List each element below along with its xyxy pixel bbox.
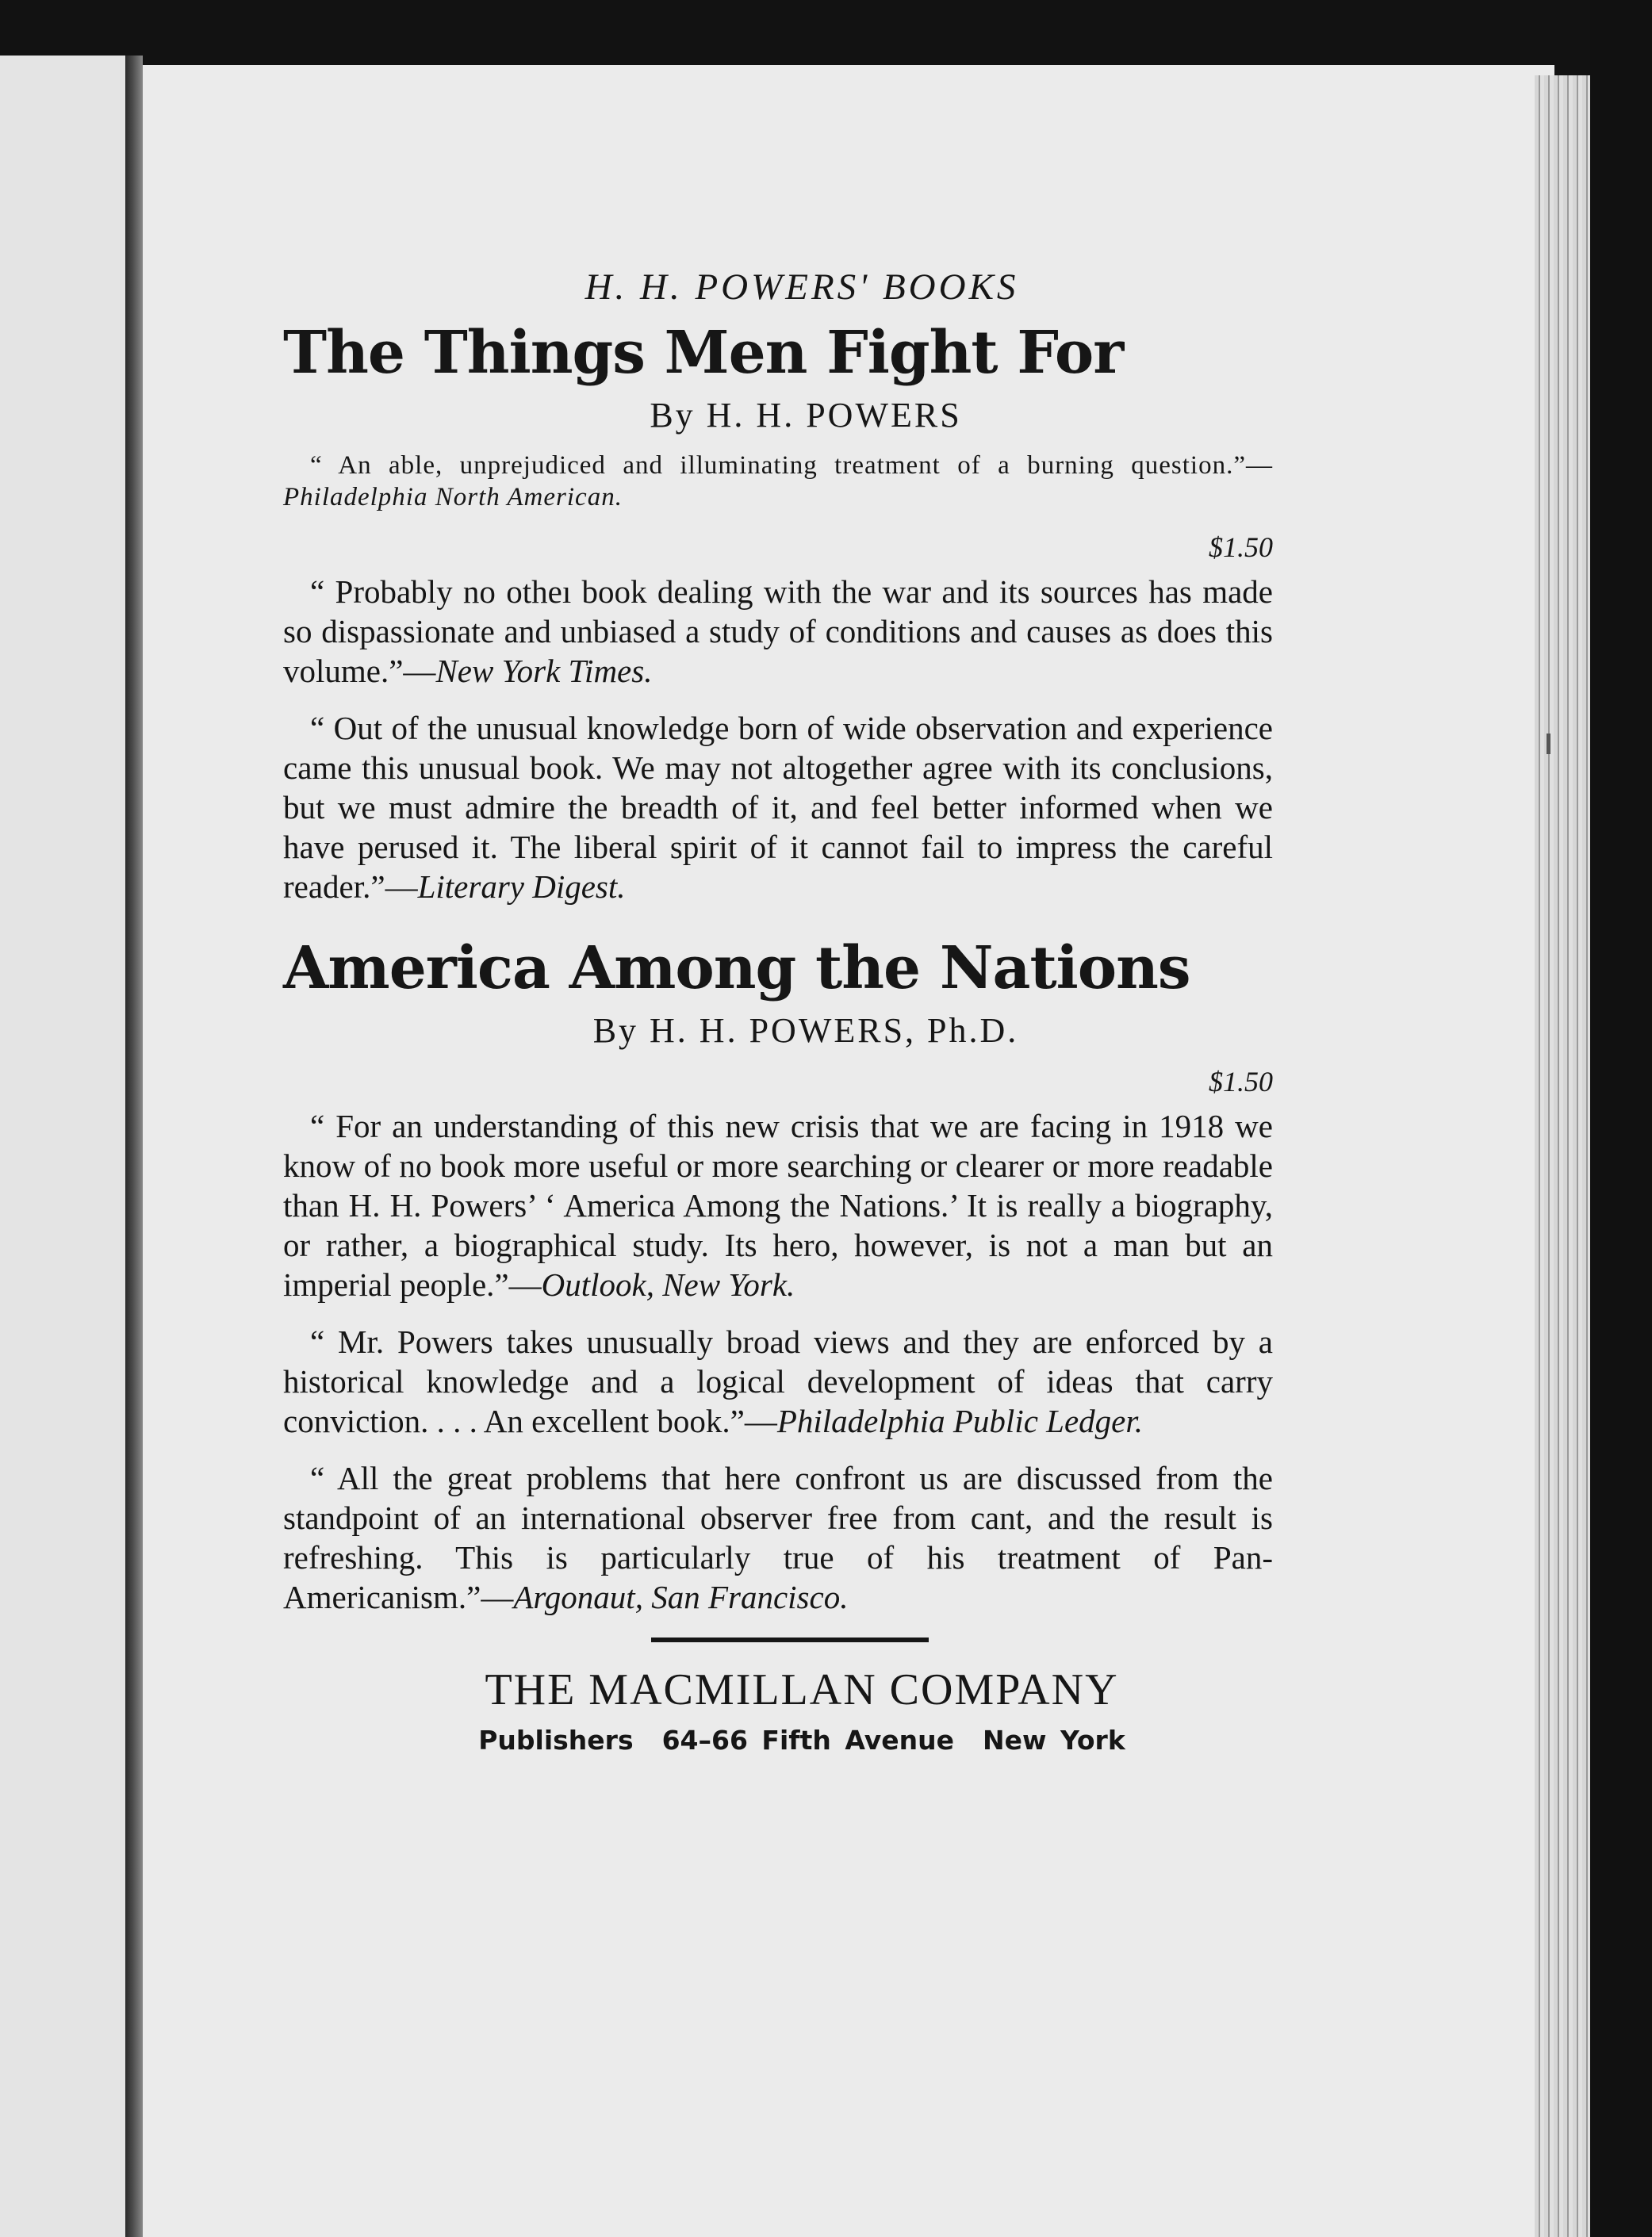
publisher-imprint [283,1725,1273,1756]
review-text: “ All the great problems that here confront us are discussed from the standpoint of an international observer free from cant, and the result is refreshing. This is particularly true of his treatment of Pan-Americanism.”— [283,1460,1273,1616]
page-stack-edge [1535,75,1590,2237]
review-source: Outlook, New York. [541,1266,795,1304]
review-quote [283,450,1273,513]
review-text: “ Out of the unusual knowledge born of wide observation and experience came this unusual book. We may not altogether agree with its conclusions, but we must admire the breadth of it, and feel better informed when we have perused it. The liberal spirit of it cannot fail to impress the careful reader.”— [283,710,1273,906]
review-text: “ An able, unprejudiced and illuminating treatment of a burning question.”— [310,451,1273,481]
edge-mark [1547,734,1550,754]
review-source: Philadelphia Public Ledger. [776,1403,1144,1440]
publisher-role: Publishers [478,1725,634,1756]
series-heading: H. H. POWERS' BOOKS [585,266,1019,308]
publisher-city: New York [983,1725,1125,1756]
publisher-address: 64–66 Fifth Avenue [661,1725,955,1756]
price-2: $1.50 [1209,1066,1273,1098]
review-source: Literary Digest. [417,868,626,906]
review-source: Philadelphia North American. [283,483,623,512]
scan-border [1590,0,1652,2237]
review-quote [283,1458,1273,1617]
divider-rule [651,1638,929,1642]
price-1: $1.50 [1209,531,1273,564]
review-quote [283,1322,1273,1441]
book-title-1: The Things Men Fight For [283,319,1124,387]
byline-1: By H. H. POWERS [650,396,962,435]
byline-2: By H. H. POWERS, Ph.D. [592,1011,1019,1051]
review-text: “ For an understanding of this new crisis that we are facing in 1918 we know of no book more useful or more searching or clearer or more readable than H. H. Powers’ ‘ America Among the Nations.’ It is really a biography, or rather, a biographical study. Its hero, however, is not a man but an imperial people.”— [283,1108,1273,1304]
review-text: “ Mr. Powers takes unusually broad views and they are enforced by a historical knowledge and a logical development of ideas that carry conviction. . . . An excellent book.”— [283,1323,1273,1440]
review-source: Argonaut, San Francisco. [513,1579,849,1616]
review-quote [283,1106,1273,1304]
review-quote [283,708,1273,906]
book-gutter [125,56,143,2237]
left-page-edge [0,56,139,2237]
review-quote [283,572,1273,691]
review-text: “ Probably no otheı book dealing with the war and its sources has made so dispassionate and unbiased a study of conditions and causes as does this volume.”— [283,573,1273,690]
review-source: New York Times. [435,653,653,690]
publisher-name: THE MACMILLAN COMPANY [485,1665,1119,1715]
advertisement [283,266,1273,1756]
book-title-2: America Among the Nations [283,934,1190,1003]
